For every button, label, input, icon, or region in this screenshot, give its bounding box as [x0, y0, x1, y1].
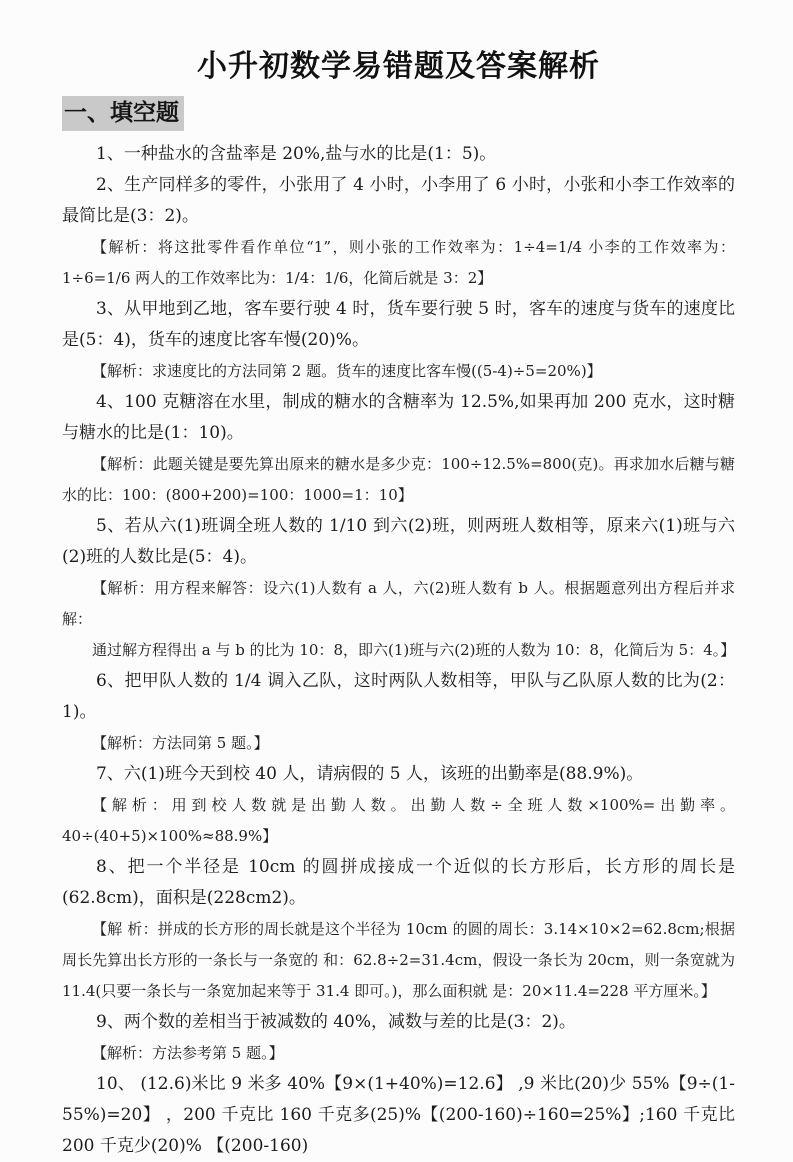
analysis-paragraph: 【解析：方法同第 5 题。】 [92, 734, 269, 752]
analysis-paragraph: 通过解方程得出 a 与 b 的比为 10：8，即六(1)班与六(2)班的人数为 10：8，化简后为 5：4。】 [92, 641, 736, 659]
question-paragraph: 4、100 克糖溶在水里，制成的糖水的含糖率为 12.5%,如果再加 200 克水，这时糖与糖水的比是(1：10)。 [62, 392, 735, 443]
analysis-paragraph: 【解析：求速度比的方法同第 2 题。货车的速度比客车慢((5-4)÷5=20%)】 [92, 362, 602, 380]
question-paragraph: 2、生产同样多的零件，小张用了 4 小时，小李用了 6 小时，小张和小李工作效率的最简比是(3：2)。 [62, 175, 735, 226]
content [62, 139, 735, 1162]
analysis-paragraph: 【解析：此题关键是要先算出原来的糖水是多少克：100÷12.5%=800(克)。再求加水后糖与糖水的比：100：(800+200)=100：1000=1：10】 [62, 455, 735, 504]
question-paragraph: 5、若从六(1)班调全班人数的 1/10 到六(2)班，则两班人数相等，原来六(1)班与六(2)班的人数比是(5：4)。 [62, 516, 735, 567]
question-paragraph: 1、一种盐水的含盐率是 20%,盐与水的比是(1：5)。 [96, 144, 497, 164]
analysis-paragraph: 【解析：方法参考第 5 题。】 [92, 1044, 284, 1062]
question-paragraph: 3、从甲地到乙地，客车要行驶 4 时，货车要行驶 5 时，客车的速度与货车的速度比是(5：4)，货车的速度比客车慢(20)%。 [62, 299, 735, 350]
question-paragraph: 10、 (12.6)米比 9 米多 40%【9×(1+40%)=12.6】 ,9 米比(20)少 55%【9÷(1-55%)=20】 ，200 千克比 160 千克多(25)%【(200-160)÷160=25%】;160 千克比 200 千克少(20)% 【(200-160) [62, 1074, 735, 1156]
question-paragraph: 6、把甲队人数的 1/4 调入乙队，这时两队人数相等，甲队与乙队原人数的比为(2：1)。 [62, 671, 735, 722]
analysis-paragraph: 【解析：将这批零件看作单位“1”，则小张的工作效率为：1÷4=1/4 小李的工作效率为：1÷6=1/6 两人的工作效率比为：1/4：1/6，化简后就是 3：2】 [62, 238, 735, 287]
analysis-paragraph: 【解析：用到校人数就是出勤人数。出勤人数÷全班人数×100%=出勤率。40÷(40+5)×100%≈88.9%】 [62, 796, 735, 845]
question-paragraph: 9、两个数的差相当于被减数的 40%，减数与差的比是(3：2)。 [96, 1012, 576, 1032]
question-paragraph: 8、把一个半径是 10cm 的圆拼成接成一个近似的长方形后，长方形的周长是(62.8cm)，面积是(228cm2)。 [62, 857, 735, 908]
section-heading-text: 一、填空题 [62, 96, 184, 131]
analysis-paragraph: 【解 析：拼成的长方形的周长就是这个半径为 10cm 的圆的周长：3.14×10×2=62.8cm;根据周长先算出长方形的一条长与一条宽的 和：62.8÷2=31.4cm，假设一条长为 20cm，则一条宽就为 11.4(只要一条长与一条宽加起来等于 31.4 即可。)，那么面积就 是：20×11.4=228 平方厘米。】 [62, 920, 735, 1000]
question-paragraph: 7、六(1)班今天到校 40 人，请病假的 5 人，该班的出勤率是(88.9%)。 [96, 764, 644, 784]
analysis-paragraph: 【解析：用方程来解答：设六(1)人数有 a 人，六(2)班人数有 b 人。根据题意列出方程后并求解： [62, 579, 735, 628]
section-heading [62, 96, 735, 131]
page-title: 小升初数学易错题及答案解析 [197, 49, 600, 84]
